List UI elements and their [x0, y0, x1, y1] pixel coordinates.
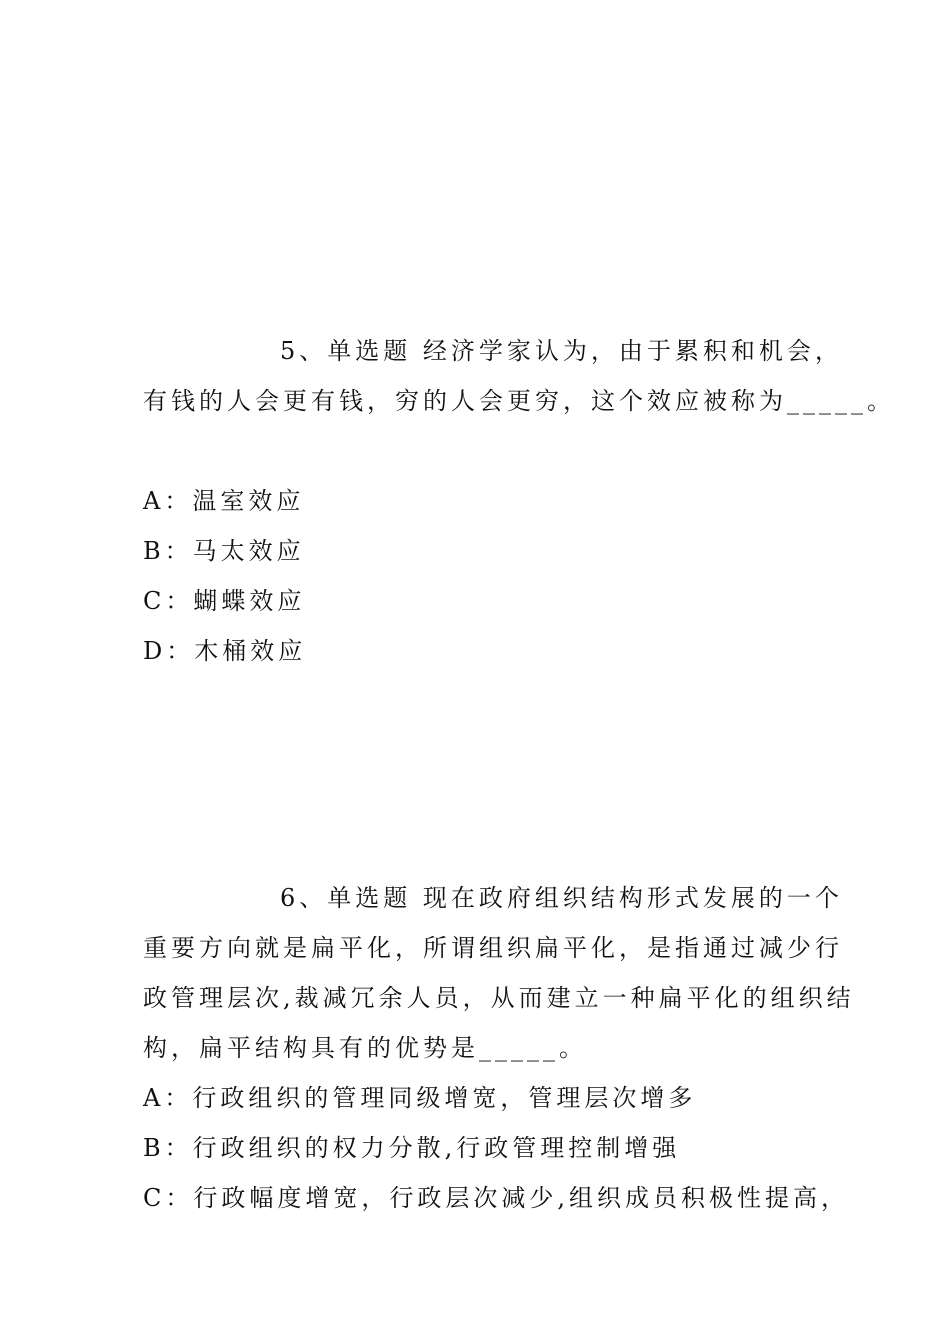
question-6-option-c: C：行政幅度增宽，行政层次减少,组织成员积极性提高，: [143, 1184, 849, 1212]
question-5-stem-line-1: 5、单选题 经济学家认为，由于累积和机会，: [280, 337, 843, 365]
question-6-option-b: B：行政组织的权力分散,行政管理控制增强: [143, 1134, 681, 1162]
question-6-option-a: A：行政组织的管理同级增宽，管理层次增多: [143, 1084, 697, 1112]
question-5-option-a: A：温室效应: [143, 487, 305, 515]
question-5-option-b: B：马太效应: [143, 537, 305, 565]
question-6-stem-line-3: 政管理层次,裁减冗余人员，从而建立一种扁平化的组织结: [143, 984, 855, 1012]
question-6-stem-line-4: 构，扁平结构具有的优势是_____。: [143, 1034, 587, 1062]
question-5-option-c: C：蝴蝶效应: [143, 587, 306, 615]
question-6-stem-line-2: 重要方向就是扁平化，所谓组织扁平化，是指通过减少行: [143, 934, 843, 962]
question-5-option-d: D：木桶效应: [143, 637, 307, 665]
question-6-stem-line-1: 6、单选题 现在政府组织结构形式发展的一个: [280, 884, 843, 912]
question-5-stem-line-2: 有钱的人会更有钱，穷的人会更穷，这个效应被称为_____。: [143, 387, 895, 415]
